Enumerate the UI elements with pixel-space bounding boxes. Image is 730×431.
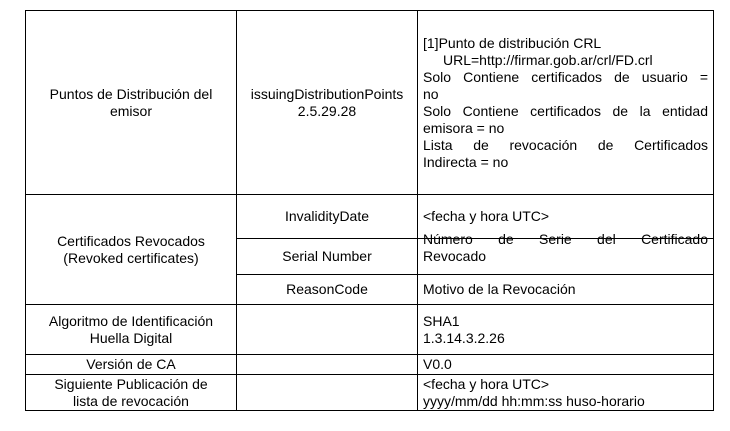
table-row-algorithm [26,305,714,355]
table-row-version [26,355,714,375]
field-serial-number: Serial Number [237,239,418,275]
value-issuing-distribution: [1]Punto de distribución CRL URL=http://firmar.gob.ar/crl/FD.crl Solo Contiene certificados de usuario = no Solo Contiene certificados de la entidad emisora = no Lista de revocación de Certificados Indirecta = no [418,11,714,195]
table-row-next-publication [26,375,714,411]
value-next-publication: <fecha y hora UTC> yyyy/mm/dd hh:mm:ss huso-horario [418,375,714,411]
field-next-publication-empty [237,375,418,411]
label-algorithm: Algoritmo de Identificación Huella Digital [26,305,237,355]
value-version: V0.0 [418,355,714,375]
field-invalidity-date: InvalidityDate [237,195,418,239]
value-algorithm: SHA1 1.3.14.3.2.26 [418,305,714,355]
label-version: Versión de CA [26,355,237,375]
field-algorithm-empty [237,305,418,355]
field-reason-code: ReasonCode [237,275,418,305]
value-serial-number: Número de Serie del Certificado Revocado [418,239,714,275]
value-reason-code: Motivo de la Revocación [418,275,714,305]
value-invalidity-date: <fecha y hora UTC> [418,195,714,239]
label-issuing-distribution: Puntos de Distribución del emisor [26,11,237,195]
field-issuing-distribution: issuingDistributionPoints 2.5.29.28 [237,11,418,195]
crl-fields-table [25,10,714,411]
field-version-empty [237,355,418,375]
label-revoked-certificates: Certificados Revocados (Revoked certificates) [26,195,237,305]
table-row-issuing-distribution [26,11,714,195]
label-next-publication: Siguiente Publicación de lista de revocación [26,375,237,411]
